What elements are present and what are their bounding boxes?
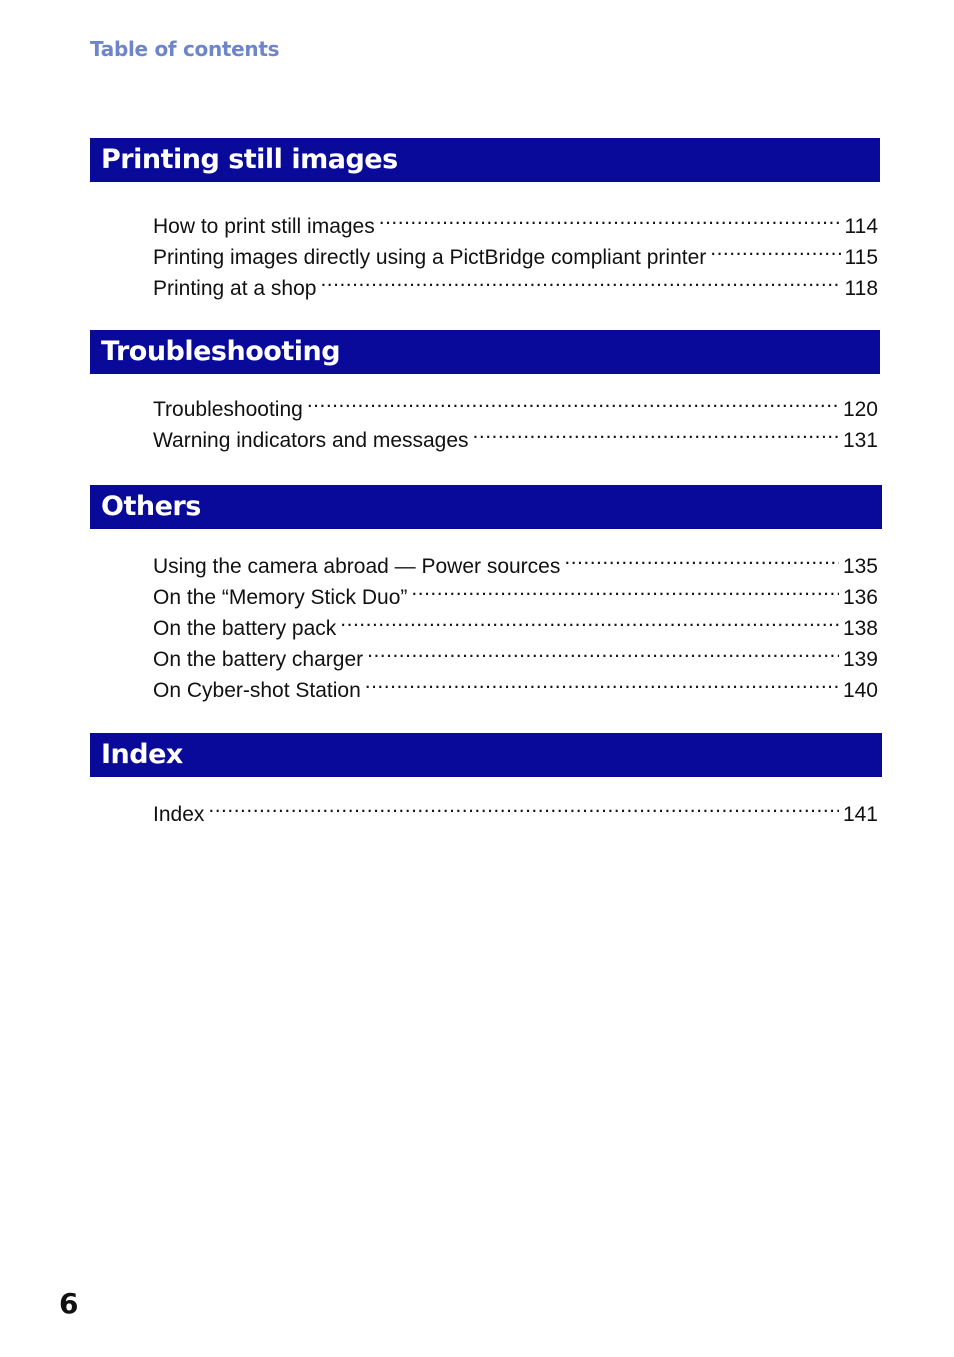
toc-entry-list xyxy=(90,202,878,300)
dot-leader xyxy=(320,264,840,295)
toc-entry-title: Troubleshooting xyxy=(153,398,303,421)
toc-entry[interactable] xyxy=(153,385,878,421)
section-heading: Troubleshooting xyxy=(90,330,880,374)
section-others xyxy=(90,485,882,702)
dot-leader xyxy=(564,542,839,573)
toc-entry-title: Warning indicators and messages xyxy=(153,429,469,452)
dot-leader xyxy=(365,666,839,697)
section-heading: Index xyxy=(90,733,882,777)
table-of-contents-link[interactable]: Table of contents xyxy=(90,37,280,61)
toc-entry[interactable] xyxy=(153,542,878,578)
dot-leader xyxy=(411,573,839,604)
toc-entry-title: On the battery pack xyxy=(153,617,337,640)
toc-entry-page: 114 xyxy=(844,215,878,238)
toc-entry[interactable] xyxy=(153,790,878,826)
toc-entry-page: 140 xyxy=(842,679,878,702)
toc-entry[interactable] xyxy=(153,202,878,238)
toc-entry-title: Using the camera abroad — Power sources xyxy=(153,555,561,578)
dot-leader xyxy=(379,202,841,233)
dot-leader xyxy=(340,604,839,635)
toc-entry-title: On the “Memory Stick Duo” xyxy=(153,586,408,609)
page-number: 6 xyxy=(59,1287,79,1320)
section-heading: Others xyxy=(90,485,882,529)
toc-entry-list xyxy=(90,542,878,702)
section-troubleshooting xyxy=(90,330,880,452)
toc-entry-title: Printing at a shop xyxy=(153,277,317,300)
toc-entry-title: How to print still images xyxy=(153,215,375,238)
toc-entry-title: Index xyxy=(153,803,205,826)
toc-entry-page: 115 xyxy=(844,246,878,269)
toc-entry-title: Printing images directly using a PictBridge compliant printer xyxy=(153,246,707,269)
toc-entry-page: 139 xyxy=(842,648,878,671)
toc-entry-list xyxy=(90,385,878,452)
toc-entry-page: 135 xyxy=(842,555,878,578)
toc-entry-title: On the battery charger xyxy=(153,648,364,671)
toc-entry-page: 118 xyxy=(844,277,878,300)
section-index xyxy=(90,733,882,826)
toc-entry-page: 120 xyxy=(842,398,878,421)
toc-entry-list xyxy=(90,790,878,826)
dot-leader xyxy=(367,635,839,666)
toc-entry-page: 131 xyxy=(842,429,878,452)
toc-entry-page: 136 xyxy=(842,586,878,609)
toc-entry-page: 141 xyxy=(842,803,878,826)
dot-leader xyxy=(208,790,839,821)
dot-leader xyxy=(473,416,839,447)
toc-entry-page: 138 xyxy=(842,617,878,640)
dot-leader xyxy=(307,385,839,416)
section-heading: Printing still images xyxy=(90,138,880,182)
toc-entry-title: On Cyber-shot Station xyxy=(153,679,361,702)
section-printing-still-images xyxy=(90,138,880,300)
dot-leader xyxy=(710,233,840,264)
